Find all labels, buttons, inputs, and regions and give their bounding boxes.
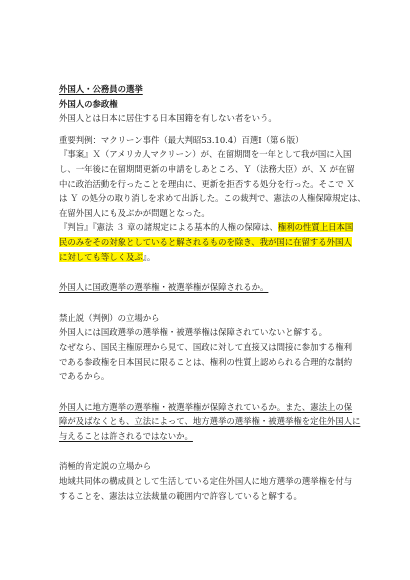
- definition-text: 外国人とは日本に居住する日本国籍を有しない者をいう。: [59, 113, 277, 124]
- holding-line: [59, 235, 377, 250]
- issue-question-national: 外国人に国政選挙の選挙権・被選挙権が保障されるか。: [59, 282, 269, 293]
- question-line: 障が及ばなくとも、立法によって、地方選挙の選挙権・被選挙権を定住外国人に: [59, 416, 361, 427]
- paragraph-line: であるから。: [59, 371, 110, 382]
- paragraph-line: することを、憲法は立法裁量の範囲内で許容していると解する。: [59, 490, 302, 501]
- highlighted-holding-text: 権利の性質上日本国: [277, 222, 354, 233]
- question-line: 与えることは許されるではないか。: [59, 430, 193, 441]
- highlighted-holding-text: 民のみをその対象としていると解されるものを除き、我が国に在留する外国人: [59, 236, 352, 247]
- highlighted-holding-text: に対しても等しく及ぶ: [59, 251, 143, 262]
- question-line: 外国人に地方選挙の選挙権・被選挙権が保障されているか。また、憲法上の保: [59, 401, 353, 412]
- holding-text: 』。: [142, 251, 156, 262]
- paragraph-line: 地域共同体の構成員として生活している定住外国人に地方選挙の選挙権を付与: [59, 476, 353, 487]
- view-label-affirmative: 消極的肯定説の立場から: [59, 461, 152, 472]
- holding-text: 『判旨』『憲法 ３ 章の諸規定による基本的人権の保障は、: [59, 222, 278, 233]
- case-facts: [59, 147, 377, 220]
- facts-line: 中に政治活動を行ったことを理由に、更新を拒否する処分を行った。そこで Ｘ: [59, 178, 355, 189]
- view-text-prohibition: [59, 325, 377, 383]
- case-holding: [59, 220, 377, 264]
- holding-line: [59, 220, 377, 235]
- facts-line: 在留外国人にも及ぶかが問題となった。: [59, 207, 210, 218]
- facts-line: し、一年後に在留期間更新の申請をしあところ、Ｙ（法務大臣）が、Ｘ が在留: [59, 163, 355, 174]
- paragraph-line: である参政権を日本国民に限ることは、権利の性質上認められる合理的な制約: [59, 356, 353, 367]
- section-heading: 外国人の参政権: [59, 98, 118, 109]
- view-text-affirmative: [59, 474, 377, 503]
- facts-line: 『事案』Ｘ（アメリカ人マクリーン）が、在留期間を一年として我が国に入国: [59, 149, 352, 160]
- document-body: [59, 82, 377, 503]
- case-heading: 重要判例：マクリーン事件（最大判昭53.10.4）百選Ⅰ（第６版）: [59, 134, 304, 145]
- facts-line: は Ｙ の処分の取り消しを求めて出訴した。この裁判で、憲法の人権保障規定は、: [59, 193, 366, 204]
- holding-line: [59, 250, 377, 265]
- paragraph-line: なぜなら、国民主権原理から見て、国政に対して直接又は間接に参加する権利: [59, 341, 352, 352]
- paragraph-line: 外国人には国政選挙の選挙権・被選挙権は保障されていないと解する。: [59, 327, 327, 338]
- view-label-prohibition: 禁止説（判例）の立場から: [59, 312, 160, 323]
- issue-question-local: [59, 400, 377, 444]
- document-title: 外国人・公務員の選挙: [59, 84, 143, 94]
